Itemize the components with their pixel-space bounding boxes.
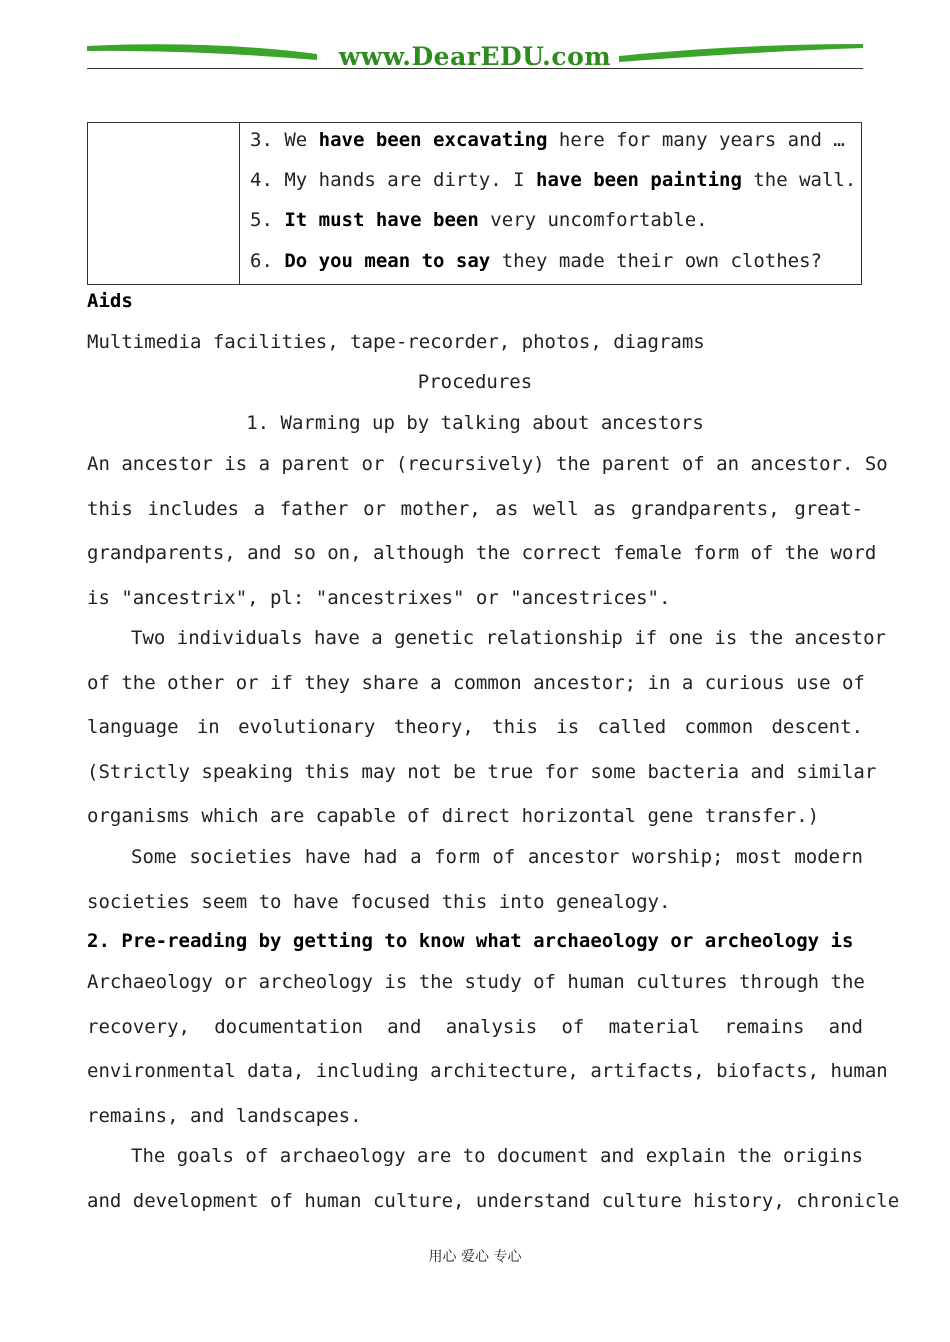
table-left-cell [88,123,240,284]
example-row: 4. My hands are dirty. I have been painting the wall. [250,169,857,191]
paragraph-archaeology-definition: Archaeology or archeology is the study of human cultures through the recovery, documentation and analysis of material remains and environmental data, including architecture, artifacts, biofacts, human remains, and landscapes. [87,971,888,1127]
site-logo[interactable]: www.DearEDU.com [338,42,612,71]
examples-table [87,122,862,285]
procedures-step-1: 1. Warming up by talking about ancestors [246,412,704,434]
page-footer: 用心 爱心 专心 [428,1249,522,1265]
paragraph-archaeology-goals: The goals of archaeology are to document and explain the origins and development of human culture, understand culture history, chronicle [87,1145,900,1212]
example-row: 3. We have been excavating here for many years and … [250,129,845,151]
procedures-title: Procedures [417,371,533,393]
header-divider [87,68,863,69]
procedures-step-2: 2. Pre-reading by getting to know what archaeology or archeology is [87,930,854,952]
aids-text: Multimedia facilities, tape-recorder, photos, diagrams [87,331,705,353]
aids-heading: Aids [87,290,133,312]
example-row: 5. It must have been very uncomfortable. [250,209,708,231]
site-header [87,38,863,70]
paragraph-genetic-relationship: Two individuals have a genetic relationship if one is the ancestor of the other or if they share a common ancestor; in a curious use of language in evolutionary theory, this is called common descent. (Strictly speaking this may not be true for some bacteria and similar organisms which are capable of direct horizontal gene transfer.) [87,627,886,827]
example-row: 6. Do you mean to say they made their own clothes? [250,250,822,272]
paragraph-ancestor-worship: Some societies have had a form of ancestor worship; most modern societies seem to have focused this into genealogy. [87,846,863,913]
paragraph-ancestor-definition: An ancestor is a parent or (recursively) the parent of an ancestor. So this includes a father or mother, as well as grandparents, great- grandparents, and so on, although the correct female form of the word is "ancestrix", pl: "ancestrixes" or "ancestrices". [87,453,888,609]
